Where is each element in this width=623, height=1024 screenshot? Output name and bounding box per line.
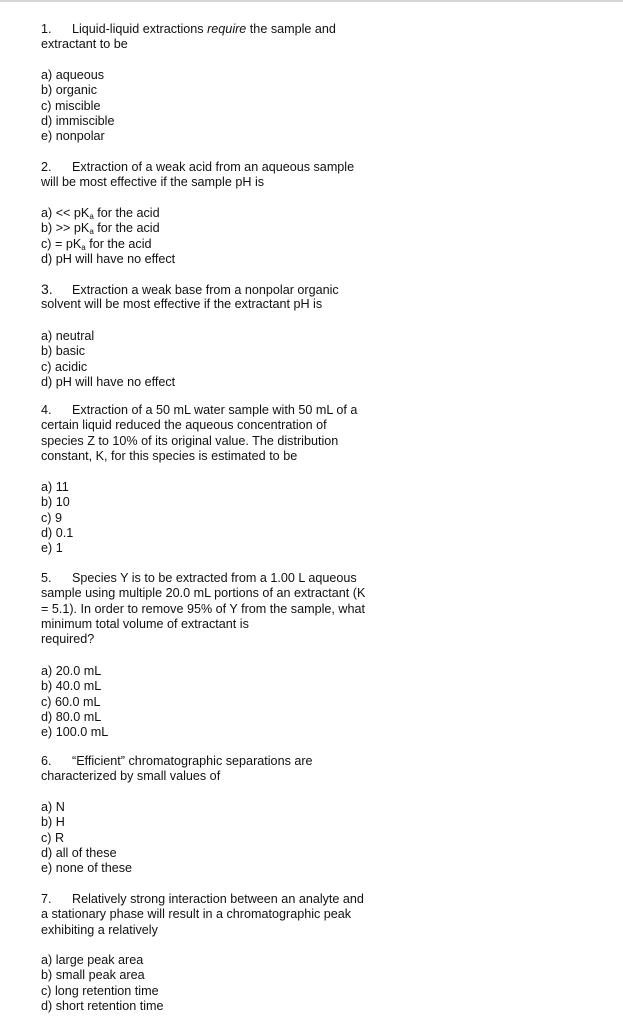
stem-line: solvent will be most effective if the extractant pH is — [41, 297, 323, 312]
option-text: for the acid — [93, 206, 160, 220]
option-a: a) N — [41, 800, 65, 814]
option-c: c) miscible — [41, 98, 101, 113]
subscript: a — [81, 242, 86, 252]
option-a: a) 20.0 mL — [41, 664, 102, 678]
question-number: 4. — [41, 403, 52, 417]
subscript: a — [89, 227, 94, 237]
question-1-stem — [41, 22, 411, 53]
stem-text: the sample and — [246, 22, 336, 36]
option-d: d) all of these — [41, 845, 117, 860]
option-d: d) short retention time — [41, 998, 164, 1013]
question-number: 5. — [41, 571, 52, 585]
question-5-options — [41, 664, 411, 740]
stem-line: minimum total volume of extractant is — [41, 616, 249, 631]
option-b: b) 40.0 mL — [41, 679, 102, 694]
option-d: d) 0.1 — [41, 525, 74, 540]
question-1-options — [41, 68, 411, 144]
option-e: e) 100.0 mL — [41, 725, 109, 740]
question-number: 3. — [41, 281, 53, 297]
question-3-stem — [41, 282, 411, 313]
question-4-options — [41, 480, 411, 556]
stem-line: required? — [41, 632, 95, 647]
option-a — [41, 206, 411, 221]
question-7-stem — [41, 892, 411, 938]
emphasized-word: require — [207, 22, 247, 36]
question-number: 2. — [41, 160, 52, 174]
stem-text: Extraction of a 50 mL water sample with 50 mL of a — [72, 403, 358, 417]
option-d: d) immiscible — [41, 113, 115, 128]
option-d: d) pH will have no effect — [41, 251, 176, 266]
question-6-options — [41, 800, 411, 876]
stem-text: “Efficient” chromatographic separations are — [72, 754, 313, 768]
page-top-border — [0, 0, 623, 2]
option-b: b) 10 — [41, 495, 70, 510]
stem-line — [41, 22, 411, 37]
option-b: b) small peak area — [41, 968, 145, 983]
stem-line — [41, 892, 411, 907]
option-d: d) 80.0 mL — [41, 709, 102, 724]
option-e: e) 1 — [41, 541, 63, 556]
option-text: for the acid — [93, 221, 160, 236]
option-a: a) aqueous — [41, 68, 105, 82]
subscript: a — [89, 212, 94, 221]
stem-line: extractant to be — [41, 37, 128, 52]
stem-line — [41, 403, 411, 418]
stem-line — [41, 282, 411, 297]
question-2-stem — [41, 160, 411, 191]
option-e: e) none of these — [41, 861, 133, 876]
stem-line: species Z to 10% of its original value. The distribution — [41, 433, 339, 448]
stem-line: will be most effective if the sample pH is — [41, 175, 265, 190]
option-c: c) long retention time — [41, 983, 159, 998]
option-d: d) pH will have no effect — [41, 374, 176, 389]
stem-text: Relatively strong interaction between an analyte and — [72, 892, 364, 906]
option-b: b) organic — [41, 83, 98, 98]
question-3-options — [41, 329, 411, 390]
option-c — [41, 237, 411, 252]
option-a: a) 11 — [41, 480, 69, 494]
option-a: a) large peak area — [41, 953, 144, 967]
stem-text: Extraction a weak base from a nonpolar organic — [72, 283, 339, 297]
stem-line: characterized by small values of — [41, 769, 221, 784]
stem-line — [41, 160, 411, 175]
stem-line: exhibiting a relatively — [41, 922, 158, 937]
option-b — [41, 221, 411, 236]
question-number: 7. — [41, 892, 52, 906]
stem-line: a stationary phase will result in a chromatographic peak — [41, 907, 352, 922]
question-4-stem — [41, 403, 411, 464]
stem-line: certain liquid reduced the aqueous concentration of — [41, 418, 327, 433]
stem-line — [41, 571, 411, 586]
option-b: b) basic — [41, 344, 86, 359]
option-c: c) R — [41, 830, 65, 845]
stem-text: Extraction of a weak acid from an aqueous sample — [72, 160, 355, 174]
option-b: b) H — [41, 815, 65, 830]
question-2-options — [41, 206, 411, 267]
question-7-options — [41, 953, 411, 1014]
option-c: c) 60.0 mL — [41, 694, 101, 709]
stem-line: constant, K, for this species is estimated to be — [41, 448, 298, 463]
stem-text: Liquid-liquid extractions — [72, 22, 208, 36]
stem-line: = 5.1). In order to remove 95% of Y from the sample, what — [41, 601, 365, 616]
stem-line: sample using multiple 20.0 mL portions of an extractant (K — [41, 586, 366, 601]
option-text: c) = pK — [41, 236, 82, 251]
option-c: c) 9 — [41, 510, 62, 525]
option-e: e) nonpolar — [41, 129, 105, 144]
stem-text: Species Y is to be extracted from a 1.00 L aqueous — [72, 571, 357, 585]
stem-line — [41, 754, 411, 769]
question-number: 1. — [41, 22, 52, 36]
option-text: for the acid — [85, 236, 152, 251]
question-6-stem — [41, 754, 411, 785]
option-c: c) acidic — [41, 359, 88, 374]
question-5-stem — [41, 571, 411, 647]
option-text: a) << pK — [41, 206, 90, 220]
option-a: a) neutral — [41, 329, 95, 343]
option-text: b) >> pK — [41, 221, 90, 236]
question-number: 6. — [41, 754, 52, 768]
